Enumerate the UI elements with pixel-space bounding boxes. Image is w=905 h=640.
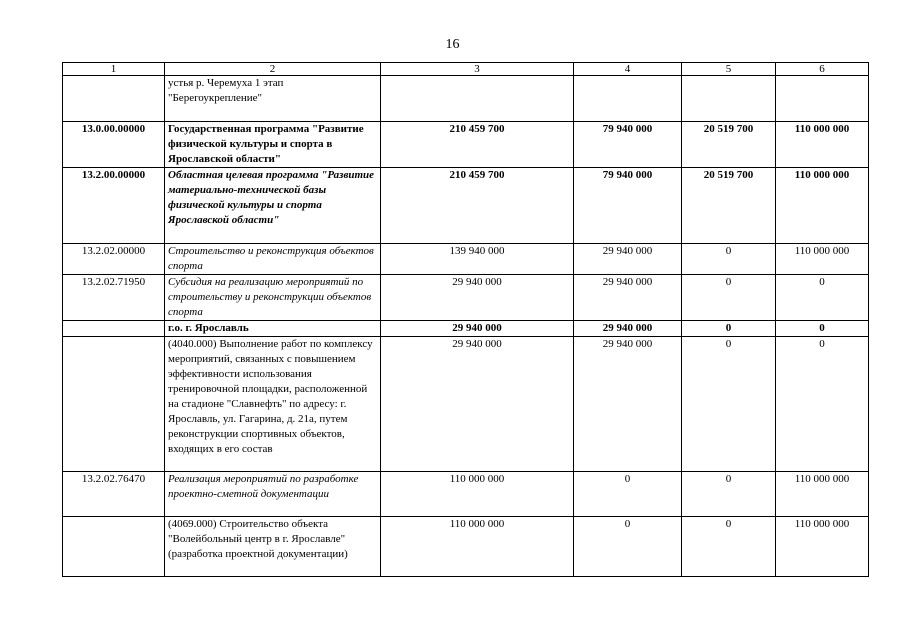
- amount-cell: 29 940 000: [381, 337, 574, 472]
- amount-cell: 29 940 000: [574, 337, 682, 472]
- column-header: 2: [165, 63, 381, 76]
- amount-cell: 29 940 000: [574, 321, 682, 337]
- column-header: 3: [381, 63, 574, 76]
- amount-cell: 79 940 000: [574, 168, 682, 244]
- amount-cell: 0: [574, 517, 682, 577]
- table-header-row: [63, 63, 869, 76]
- page-number: 16: [445, 37, 460, 52]
- column-header: 1: [63, 63, 165, 76]
- code-cell: [63, 321, 165, 337]
- amount-cell: [682, 76, 776, 122]
- amount-cell: 0: [682, 321, 776, 337]
- amount-cell: 29 940 000: [574, 275, 682, 321]
- budget-table: [62, 62, 869, 577]
- amount-cell: 110 000 000: [381, 472, 574, 517]
- column-header: 6: [776, 63, 869, 76]
- table-row: [63, 244, 869, 275]
- amount-cell: 0: [682, 275, 776, 321]
- amount-cell: 0: [682, 244, 776, 275]
- code-cell: 13.0.00.00000: [63, 122, 165, 168]
- table-row: [63, 472, 869, 517]
- amount-cell: 110 000 000: [776, 168, 869, 244]
- column-header: 4: [574, 63, 682, 76]
- table-row: [63, 122, 869, 168]
- amount-cell: 110 000 000: [776, 122, 869, 168]
- code-cell: [63, 337, 165, 472]
- amount-cell: 79 940 000: [574, 122, 682, 168]
- amount-cell: 0: [776, 337, 869, 472]
- table-row: [63, 76, 869, 122]
- name-cell: Субсидия на реализацию мероприятий по строительству и реконструкции объектов спорта: [165, 275, 381, 321]
- name-cell: (4040.000) Выполнение работ по комплексу мероприятий, связанных с повышением эффективности использования тренировочной площадки, расположенной на стадионе "Славнефть" по адресу: г. Ярославль, ул. Гагарина, д. 21а, путем реконструкции спортивных объектов, входящих в его состав: [165, 337, 381, 472]
- name-cell: Строительство и реконструкция объектов спорта: [165, 244, 381, 275]
- amount-cell: 20 519 700: [682, 122, 776, 168]
- amount-cell: 210 459 700: [381, 122, 574, 168]
- name-cell: г.о. г. Ярославль: [165, 321, 381, 337]
- table-row: [63, 337, 869, 472]
- amount-cell: 0: [776, 275, 869, 321]
- amount-cell: 0: [574, 472, 682, 517]
- amount-cell: 0: [682, 472, 776, 517]
- amount-cell: 0: [682, 517, 776, 577]
- code-cell: 13.2.02.71950: [63, 275, 165, 321]
- table-row: [63, 168, 869, 244]
- name-cell: Областная целевая программа "Развитие материально-технической базы физической культуры и спорта Ярославской области": [165, 168, 381, 244]
- name-cell: Государственная программа "Развитие физической культуры и спорта в Ярославской области": [165, 122, 381, 168]
- amount-cell: 210 459 700: [381, 168, 574, 244]
- amount-cell: 29 940 000: [381, 275, 574, 321]
- amount-cell: 0: [776, 321, 869, 337]
- amount-cell: 110 000 000: [381, 517, 574, 577]
- amount-cell: 110 000 000: [776, 244, 869, 275]
- code-cell: 13.2.02.00000: [63, 244, 165, 275]
- table-row: [63, 517, 869, 577]
- amount-cell: 139 940 000: [381, 244, 574, 275]
- code-cell: [63, 517, 165, 577]
- name-cell: устья р. Черемуха 1 этап "Берегоукрепление": [165, 76, 381, 122]
- amount-cell: [574, 76, 682, 122]
- table-row: [63, 321, 869, 337]
- code-cell: 13.2.00.00000: [63, 168, 165, 244]
- amount-cell: 110 000 000: [776, 517, 869, 577]
- column-header: 5: [682, 63, 776, 76]
- amount-cell: 20 519 700: [682, 168, 776, 244]
- amount-cell: [381, 76, 574, 122]
- code-cell: 13.2.02.76470: [63, 472, 165, 517]
- code-cell: [63, 76, 165, 122]
- name-cell: (4069.000) Строительство объекта "Волейбольный центр в г. Ярославле" (разработка проектной документации): [165, 517, 381, 577]
- amount-cell: 29 940 000: [381, 321, 574, 337]
- amount-cell: [776, 76, 869, 122]
- name-cell: Реализация мероприятий по разработке проектно-сметной документации: [165, 472, 381, 517]
- table-row: [63, 275, 869, 321]
- amount-cell: 0: [682, 337, 776, 472]
- amount-cell: 29 940 000: [574, 244, 682, 275]
- amount-cell: 110 000 000: [776, 472, 869, 517]
